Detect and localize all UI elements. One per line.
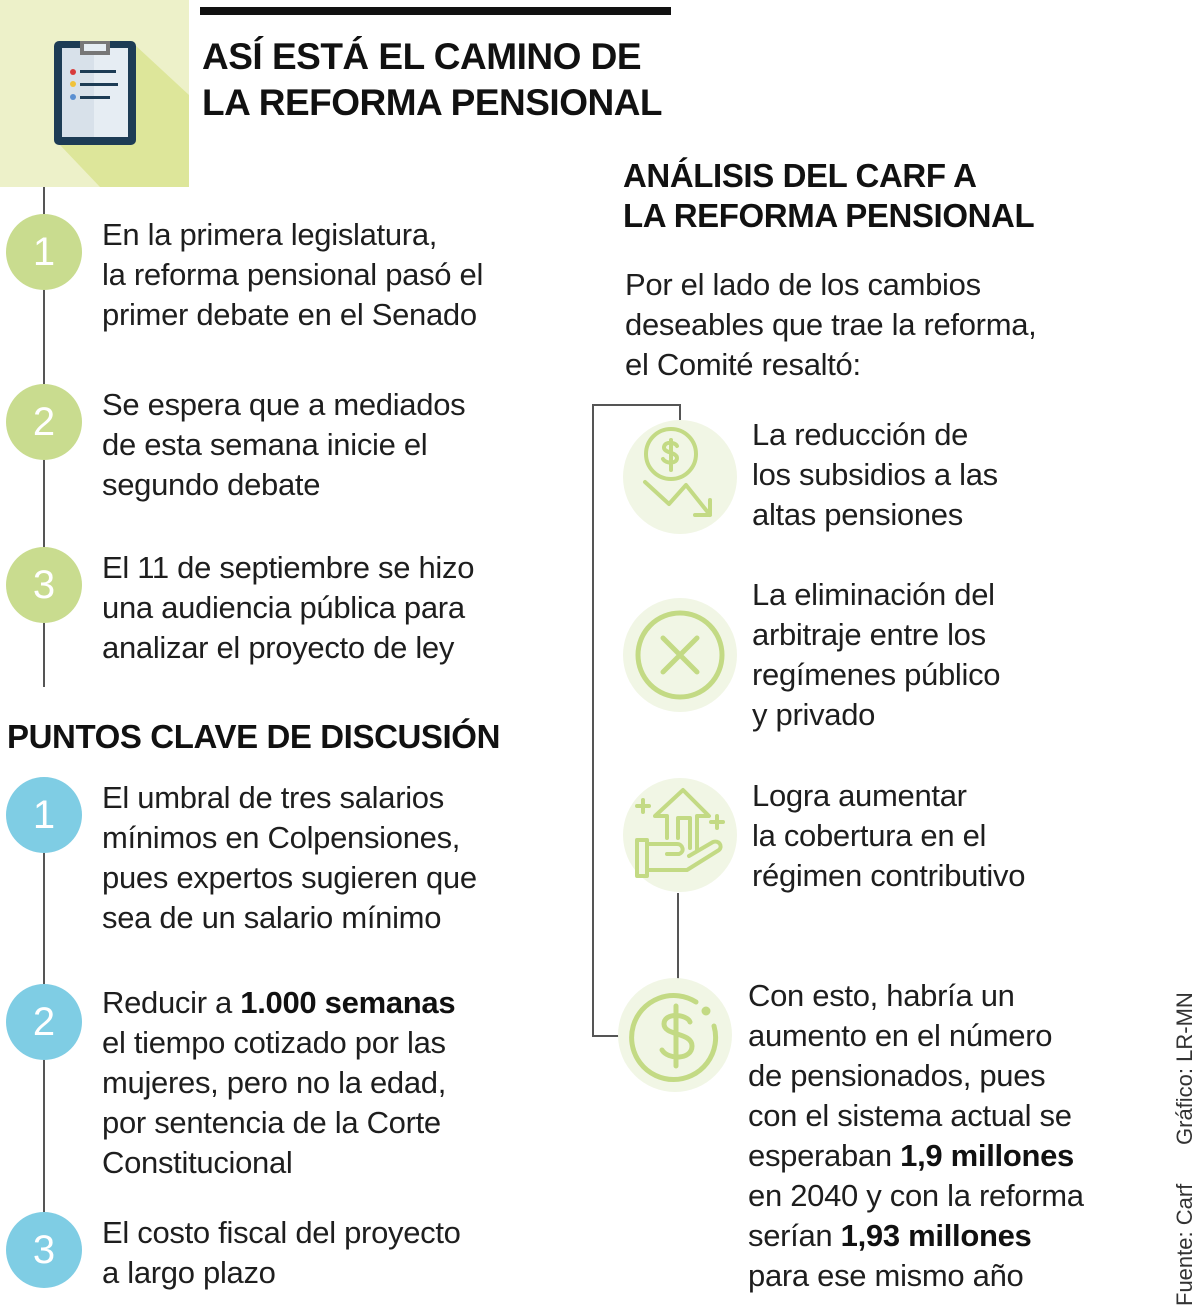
item-text: [752, 575, 1000, 735]
text-line: [102, 1063, 455, 1103]
title-line: ASÍ ESTÁ EL CAMINO DE: [202, 36, 642, 77]
text-segment: esperaban: [748, 1138, 901, 1173]
text-line: [752, 455, 998, 495]
analysis-title-line: LA REFORMA PENSIONAL: [623, 197, 1035, 234]
item-text: [102, 385, 465, 505]
text-segment: arbitraje entre los: [752, 617, 986, 652]
text-line: [752, 575, 1000, 615]
text-segment: analizar el proyecto de ley: [102, 630, 455, 665]
text-line: [752, 856, 1025, 896]
text-line: [752, 615, 1000, 655]
text-segment: el tiempo cotizado por las: [102, 1025, 446, 1060]
text-segment: segundo debate: [102, 467, 321, 502]
text-line: [102, 1143, 455, 1183]
text-segment: altas pensiones: [752, 497, 963, 532]
item-text: [102, 215, 483, 335]
key-points-title: PUNTOS CLAVE DE DISCUSIÓN: [7, 718, 501, 755]
text-line: [752, 776, 1025, 816]
text-line: [752, 655, 1000, 695]
key-point-number-badge: 1: [6, 777, 82, 853]
graphic-credit: Gráfico: LR-MN: [1172, 992, 1197, 1145]
text-segment: los subsidios a las: [752, 457, 998, 492]
text-segment: para ese mismo año: [748, 1258, 1024, 1293]
key-point-number-badge: 3: [6, 1212, 82, 1288]
connector-line: [677, 893, 679, 979]
text-line: [102, 385, 465, 425]
text-segment: a largo plazo: [102, 1255, 276, 1290]
text-segment: sea de un salario mínimo: [102, 900, 442, 935]
text-line: [102, 898, 477, 938]
item-text: [102, 778, 477, 938]
bracket-line: [592, 404, 680, 406]
text-segment: por sentencia de la Corte: [102, 1105, 441, 1140]
intro-line: Por el lado de los cambios: [625, 267, 981, 302]
text-line: [102, 1253, 461, 1293]
text-segment: La eliminación del: [752, 577, 995, 612]
intro-line: el Comité resaltó:: [625, 347, 861, 382]
text-line: [752, 816, 1025, 856]
text-segment: Se espera que a mediados: [102, 387, 466, 422]
text-segment: Con esto, habría un: [748, 978, 1015, 1013]
text-segment: primer debate en el Senado: [102, 297, 477, 332]
text-segment: la reforma pensional pasó el: [102, 257, 484, 292]
text-line: [102, 588, 474, 628]
item-text: [752, 776, 1025, 896]
text-line: [748, 1056, 1084, 1096]
text-segment: de esta semana inicie el: [102, 427, 428, 462]
text-line: [752, 495, 998, 535]
title-line: LA REFORMA PENSIONAL: [202, 82, 663, 123]
text-segment: la cobertura en el: [752, 818, 987, 853]
intro-line: deseables que trae la reforma,: [625, 307, 1037, 342]
text-line: [102, 295, 483, 335]
text-segment: Logra aumentar: [752, 778, 967, 813]
text-line: [102, 1103, 455, 1143]
key-point-number-badge: 2: [6, 984, 82, 1060]
text-line: [102, 255, 483, 295]
analysis-title-line: ANÁLISIS DEL CARF A: [623, 157, 977, 194]
item-text: [102, 1213, 461, 1293]
highlight-text: 1,93 millones: [840, 1218, 1032, 1253]
text-line: [102, 983, 455, 1023]
page-title: [202, 34, 662, 126]
highlight-text: 1.000 semanas: [240, 985, 456, 1020]
item-text: [102, 548, 474, 668]
text-line: [102, 1213, 461, 1253]
text-segment: pues expertos sugieren que: [102, 860, 477, 895]
step-number-badge: 1: [6, 214, 82, 290]
text-line: [102, 858, 477, 898]
text-segment: con el sistema actual se: [748, 1098, 1072, 1133]
item-text: [748, 976, 1084, 1296]
text-segment: aumento en el número: [748, 1018, 1053, 1053]
text-segment: El 11 de septiembre se hizo: [102, 550, 475, 585]
text-line: [102, 465, 465, 505]
text-line: [102, 818, 477, 858]
hand-growth-arrow-icon: [623, 778, 737, 892]
text-segment: serían: [748, 1218, 841, 1253]
text-line: [102, 548, 474, 588]
text-segment: El umbral de tres salarios: [102, 780, 444, 815]
text-line: [102, 425, 465, 465]
clipboard-icon: [0, 0, 189, 187]
title-bar-decoration: [200, 7, 671, 15]
analysis-intro: [625, 265, 1036, 385]
text-line: [748, 1016, 1084, 1056]
step-number-badge: 3: [6, 547, 82, 623]
bracket-line: [679, 404, 681, 420]
text-line: [752, 695, 1000, 735]
text-line: [748, 1176, 1084, 1216]
text-segment: En la primera legislatura,: [102, 217, 438, 252]
bracket-line: [592, 404, 594, 1037]
step-number-badge: 2: [6, 384, 82, 460]
text-line: [748, 976, 1084, 1016]
text-segment: mínimos en Colpensiones,: [102, 820, 461, 855]
text-line: [752, 415, 998, 455]
text-segment: de pensionados, pues: [748, 1058, 1046, 1093]
text-segment: La reducción de: [752, 417, 969, 452]
text-segment: y privado: [752, 697, 876, 732]
text-line: [102, 215, 483, 255]
highlight-text: 1,9 millones: [900, 1138, 1074, 1173]
dollar-down-trend-icon: [623, 420, 737, 534]
text-segment: Constitucional: [102, 1145, 293, 1180]
text-line: [748, 1256, 1084, 1296]
text-line: [102, 628, 474, 668]
text-line: [748, 1136, 1084, 1176]
text-segment: regímenes público: [752, 657, 1001, 692]
item-text: [752, 415, 998, 535]
text-segment: Reducir a: [102, 985, 241, 1020]
text-line: [102, 1023, 455, 1063]
text-segment: una audiencia pública para: [102, 590, 465, 625]
item-text: [102, 983, 455, 1183]
text-line: [102, 778, 477, 818]
text-segment: mujeres, pero no la edad,: [102, 1065, 447, 1100]
text-segment: El costo fiscal del proyecto: [102, 1215, 461, 1250]
header-icon-panel: [0, 0, 189, 187]
text-line: [748, 1096, 1084, 1136]
text-segment: en 2040 y con la reforma: [748, 1178, 1084, 1213]
text-segment: régimen contributivo: [752, 858, 1026, 893]
analysis-title: [623, 156, 1034, 236]
x-circle-icon: [623, 598, 737, 712]
text-line: [748, 1216, 1084, 1256]
source-credit: Fuente: Carf: [1172, 1183, 1197, 1306]
dollar-coin-icon: [618, 978, 732, 1092]
